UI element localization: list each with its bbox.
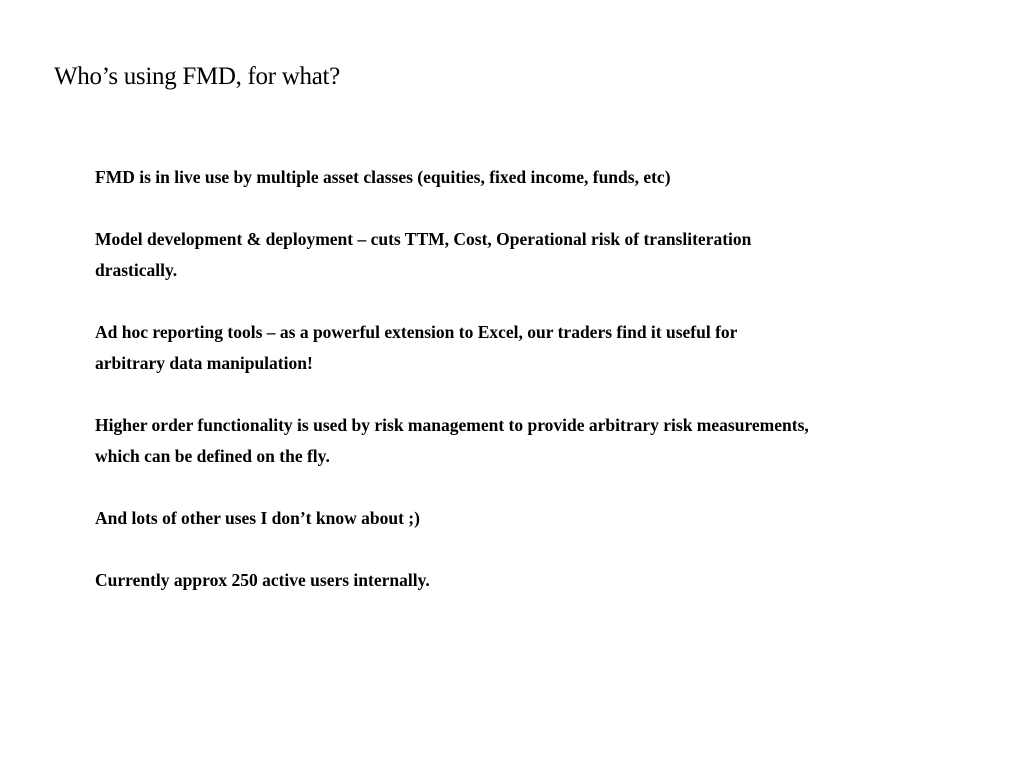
bullet-item — [95, 503, 905, 534]
bullet-text-line: Model development & deployment – cuts TTM, Cost, Operational risk of transliteration — [95, 229, 752, 249]
bullet-text-line: And lots of other uses I don’t know about ;) — [95, 508, 420, 528]
slide-title: Who’s using FMD, for what? — [54, 63, 340, 90]
bullet-item — [95, 162, 905, 193]
bullet-item — [95, 410, 905, 472]
bullet-item — [95, 317, 905, 379]
bullet-text-line: Ad hoc reporting tools – as a powerful extension to Excel, our traders find it useful for — [95, 322, 738, 342]
bullet-item — [95, 224, 905, 286]
bullet-item — [95, 565, 905, 596]
bullet-text-line: FMD is in live use by multiple asset classes (equities, fixed income, funds, etc) — [95, 167, 671, 187]
bullet-text-line: drastically. — [95, 260, 178, 280]
bullet-list — [95, 162, 905, 596]
bullet-text-line: arbitrary data manipulation! — [95, 353, 313, 373]
bullet-text-line: Currently approx 250 active users internally. — [95, 570, 430, 590]
bullet-text-line: Higher order functionality is used by risk management to provide arbitrary risk measurements, — [95, 415, 809, 435]
bullet-text-line: which can be defined on the fly. — [95, 446, 330, 466]
